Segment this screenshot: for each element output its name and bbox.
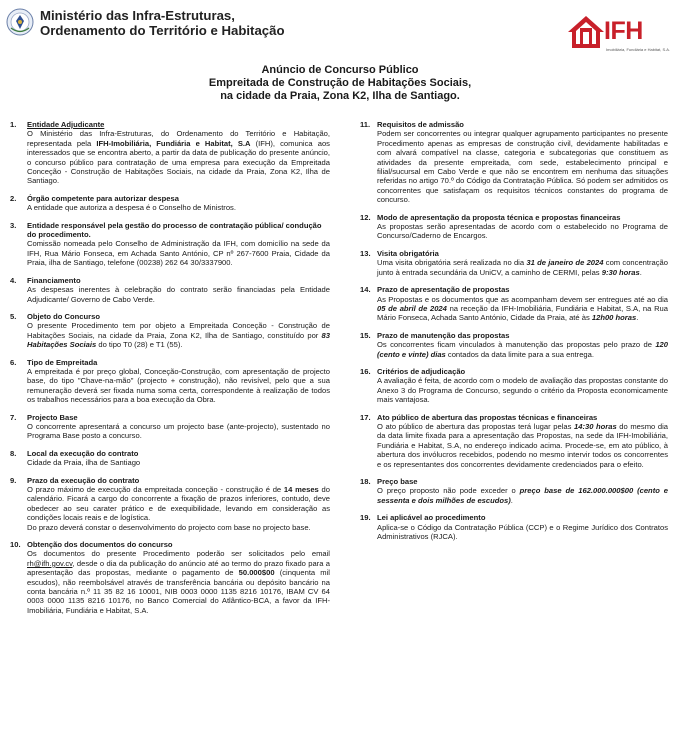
item-text: Uma visita obrigatória será realizada no dia [377, 258, 527, 268]
item-number: 14. [360, 285, 371, 295]
item-19 [360, 513, 668, 541]
item-text: O preço proposto não pode exceder o [377, 486, 520, 496]
item-title: Tipo de Empreitada [27, 357, 98, 367]
item-body [377, 295, 668, 323]
item-text-bold: 12h00 horas [591, 313, 637, 323]
item-body: As despesas inerentes à celebração do contrato serão financiadas pela Entidade Adjudicante/ Governo de Cabo Verde. [27, 285, 330, 304]
item-text-bold: preço base de 162.000.000$00 (cento e sessenta e dois milhões de escudos) [377, 486, 668, 505]
item-text: na receção da IFH-Imobiliária, Fundiária e Habitat, S.A, na Rua Mário Fonseca, Achada Santo António, Cidade da Praia, até às [377, 303, 669, 323]
item-body: Comissão nomeada pelo Conselho de Administração da IFH, com domicílio na sede da IFH, Rua Mário Fonseca, em Achada Santo António, CP nº 267-7600 Praia, Cidade da Praia, ilha de Santiago, telefone (00238) 262 64 30/3337900. [27, 239, 330, 268]
item-10 [10, 540, 330, 615]
item-text: As Propostas e os documentos que as acompanham devem ser entregues até ao dia [377, 294, 668, 304]
item-text: O Ministério das Infra-Estruturas, do Ordenamento do Território e Habitação, representada pela [27, 129, 330, 148]
item-title: Lei aplicável ao procedimento [377, 513, 486, 523]
item-3 [10, 221, 330, 268]
ifh-logo-text: IFH [604, 17, 643, 45]
item-9 [10, 476, 330, 532]
title-line3: na cidade da Praia, Zona K2, Ilha de Santiago. [220, 90, 460, 102]
item-body: As propostas serão apresentadas de acordo com o estabelecido no Programa de Concurso/Caderno de Encargos. [377, 222, 668, 241]
item-title: Requisitos de admissão [377, 120, 464, 129]
item-title: Prazo de apresentação de propostas [377, 285, 510, 295]
item-title: Preço base [377, 477, 418, 486]
item-number: 6. [10, 357, 17, 367]
item-title: Prazo de manutenção das propostas [377, 330, 510, 340]
item-text: do mesmo dia da data limite fixada para a apresentação das Propostas, na sede da IFH-Imobiliária, Fundiária e Habitat, S.A, no endereço indicado acima. Procede-se, em ato público, à abertura dos invólucros recebidos, podendo no mesmo intervir todos os concorrentes e os representantes dos concorrentes devidamente credenciados para o efeito. [377, 421, 668, 469]
item-title: Ato público de abertura das propostas técnicas e financeiras [377, 412, 598, 422]
item-title: Modo de apresentação da proposta técnica e propostas financeiras [377, 212, 621, 222]
item-number: 8. [10, 448, 17, 458]
item-number: 15. [360, 330, 371, 340]
item-text: do calendário. Ficará a cargo do concorrente a fixação de prazos inferiores, contudo, deve obedecer ao seu carater prático e de exequibilidade, levando em consideração as condições locais reais e de logística. [27, 485, 330, 523]
item-title: Critérios de adjudicação [377, 366, 466, 376]
item-text: , desde o dia da publicação do anúncio até ao termo do prazo fixado para a apresentação das propostas, mediante o pagamento de [27, 558, 330, 578]
item-17 [360, 413, 668, 469]
item-text-bold: 50.000$00 [238, 568, 275, 578]
item-5 [10, 312, 330, 350]
item-16 [360, 367, 668, 405]
item-12 [360, 213, 668, 241]
item-1 [10, 120, 330, 186]
item-text-bold: IFH-Imobiliária, Fundiária e Habitat, S.A [96, 138, 251, 148]
ifh-house-icon [566, 14, 606, 50]
item-body: Podem ser concorrentes ou integrar qualquer agrupamento participantes no presente Procedimento apenas as empresas de construção civil, devidamente habilitadas e com alvará compatível na classe, categoria e subcategorias que constituem as atividades da presente empreitada, com sede, estabelecimento principal e filial/sucursal em Cabo Verde e que não se encontrem em nenhuma das situações referidas no artigo 70.º do Código da Contratação Pública. Só podem ser admitidos os concorrentes que satisfaçam os requisitos técnicos constantes do programa de concurso. [377, 129, 668, 205]
item-text-bold: 31 de janeiro de 2024 [526, 258, 604, 268]
right-column [360, 120, 668, 549]
item-number: 7. [10, 412, 17, 422]
item-body [377, 422, 668, 469]
item-number: 9. [10, 475, 17, 485]
item-number: 4. [10, 275, 17, 285]
item-8 [10, 449, 330, 468]
item-body [27, 321, 330, 349]
item-text: . [510, 495, 513, 505]
ifh-logo-subtext: Imobiliária, Fundiária e Habitat, S.A. [606, 47, 671, 52]
item-body: A avaliação é feita, de acordo com o modelo de avaliação das propostas constante do Anexo 3 do Programa de Concurso, segundo o critério da Proposta economicamente mais vantajosa. [377, 376, 668, 405]
email-link[interactable]: rh@ifh.gov.cv [27, 558, 73, 568]
item-text: O presente Procedimento tem por objeto a Empreitada Conceção - Construção de Habitações Sociais, na cidade da Praia, Zona K2, Ilha de Santiago, constituído por [27, 321, 330, 340]
item-title: Prazo da execução do contrato [27, 475, 140, 485]
item-13 [360, 249, 668, 277]
item-number: 13. [360, 248, 371, 258]
item-text: . [636, 313, 639, 323]
item-title: Entidade responsável pela gestão do processo de contratação pública/ condução do procedimento. [27, 220, 322, 240]
item-body: A entidade que autoriza a despesa é o Conselho de Ministros. [27, 203, 236, 213]
ministry-line2: Ordenamento do Território e Habitação [40, 23, 285, 38]
announcement-title [0, 64, 680, 103]
item-text: com concentração junto à entrada secundária da UniCV, a caminho de CERMI, pelas [377, 258, 668, 277]
item-number: 3. [10, 220, 17, 230]
item-11 [360, 120, 668, 205]
ministry-block [6, 8, 285, 38]
item-number: 17. [360, 412, 371, 422]
ministry-line1: Ministério das Infra-Estruturas, [40, 8, 235, 23]
item-body: O concorrente apresentará a concurso um projecto base (ante-projecto), sustentado no Programa Base posto a concurso. [27, 421, 330, 441]
item-text: O prazo máximo de execução da empreitada conceção - construção é de [27, 485, 284, 494]
item-body [377, 340, 668, 359]
item-number: 18. [360, 477, 371, 486]
item-title: Órgão competente para autorizar despesa [27, 193, 179, 203]
item-title: Financiamento [27, 275, 81, 285]
item-text: contados da data limite para a sua entrega. [445, 349, 594, 359]
item-title: Visita obrigatória [377, 248, 439, 258]
item-number: 11. [360, 120, 371, 129]
item-text-bold: 9:30 horas [601, 267, 640, 277]
header [0, 0, 680, 62]
item-text-bold: 14 meses [283, 485, 319, 494]
item-number: 1. [10, 120, 17, 129]
item-number: 12. [360, 212, 371, 222]
item-title: Objeto do Concurso [27, 311, 100, 321]
item-body: A empreitada é por preço global, Conceção-Construção, com apresentação de projecto base, do tipo "Chave-na-mão" (projecto + construção), não revisível, pelo que a sua remuneração deverá ser fixada numa soma certa, correspondente à realização de todos os trabalhos necessários para a boa execução da Obra. [27, 366, 330, 405]
title-line1: Anúncio de Concurso Público [261, 64, 419, 76]
item-text: Os concorrentes ficam vinculados à manutenção das propostas pelo prazo de [377, 340, 656, 350]
item-body [27, 485, 330, 523]
item-body: Aplica-se o Código da Contratação Pública (CCP) e o Regime Jurídico dos Contratos Administrativos (RJCA). [377, 522, 668, 542]
item-text: (cinquenta mil escudos), não reembolsável através de transferência bancária ou depósito bancário na conta bancária n.º 11 35 82 16 10001, NIB 0003 0000 1135 8216 10176, IBAM CV 64 0003 0000 1135 8216 10176, no Banco Comercial do Atlântico-BCA, a favor da IFH-Imobiliária, Fundiária e Habitat, S.A. [27, 568, 330, 615]
item-text-bold: 05 de abril de 2024 [377, 303, 447, 313]
coat-of-arms-icon [6, 8, 34, 36]
item-text: (IFH), comunica aos interessados que se encontra aberto, a partir da data de publicação do presente anúncio, o concurso público para contratação de uma empresa para execução da Empreitada Conceção - Construção de Habitações Sociais, na cidade da Praia, Zona K2, Ilha de Santiago. [27, 138, 330, 186]
item-6 [10, 358, 330, 405]
item-text: do tipo T0 (28) e T1 (55). [96, 340, 183, 350]
title-line2: Empreitada de Construção de Habitações Sociais, [208, 77, 472, 89]
item-4 [10, 276, 330, 304]
item-2 [10, 194, 330, 213]
item-18 [360, 477, 668, 505]
item-number: 19. [360, 513, 371, 523]
item-number: 16. [360, 366, 371, 376]
item-text-bold: 14:30 horas [574, 421, 617, 431]
left-column [10, 120, 330, 623]
item-title: Projecto Base [27, 412, 78, 422]
ifh-logo [566, 14, 670, 56]
item-number: 2. [10, 193, 17, 203]
item-number: 10. [10, 540, 21, 550]
item-body [27, 549, 330, 615]
item-14 [360, 285, 668, 323]
item-text-bold: 83 Habitações Sociais [27, 330, 330, 350]
item-title: Entidade Adjudicante [27, 120, 105, 129]
item-text: . [639, 267, 642, 277]
item-body [377, 258, 668, 277]
item-15 [360, 331, 668, 359]
item-body [27, 129, 330, 185]
item-title: Obtenção dos documentos do concurso [27, 540, 173, 550]
item-text: Os documentos do presente Procedimento poderão ser solicitados pelo email [27, 549, 330, 559]
item-title: Local da execução do contrato [27, 448, 139, 458]
item-7 [10, 413, 330, 441]
item-number: 5. [10, 311, 17, 321]
item-body: Do prazo deverá constar o desenvolvimento do projecto com base no projecto base. [27, 522, 311, 532]
item-text: O ato público de abertura das propostas terá lugar pelas [377, 421, 574, 431]
item-body: Cidade da Praia, ilha de Santiago [27, 458, 141, 468]
item-text-bold: 120 (cento e vinte) dias [377, 340, 668, 359]
item-body [377, 486, 668, 505]
